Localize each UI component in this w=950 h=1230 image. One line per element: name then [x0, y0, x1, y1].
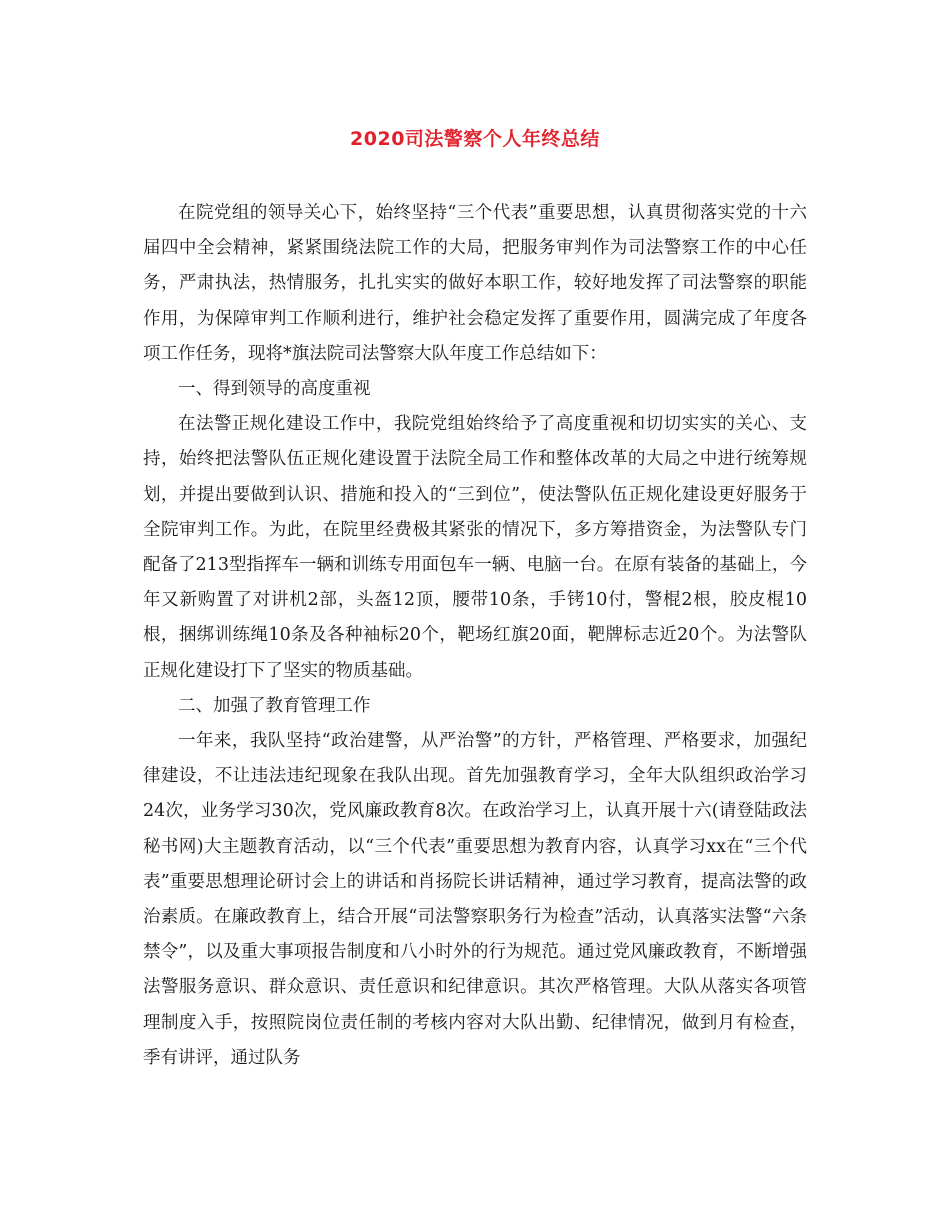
paragraph-section-2: 一年来，我队坚持“政治建警，从严治警”的方针，严格管理、严格要求，加强纪律建设，不让违法违纪现象在我队出现。首先加强教育学习，全年大队组织政治学习24次，业务学习30次，党风廉政教育8次。在政治学习上，认真开展十六(请登陆政法秘书网)大主题教育活动，以“三个代表”重要思想为教育内容，认真学习xx在“三个代表”重要思想理论研讨会上的讲话和肖扬院长讲话精神，通过学习教育，提高法警的政治素质。在廉政教育上，结合开展“司法警察职务行为检查”活动，认真落实法警“六条禁令”，以及重大事项报告制度和八小时外的行为规范。通过党风廉政教育，不断增强法警服务意识、群众意识、责任意识和纪律意识。其次严格管理。大队从落实各项管理制度入手，按照院岗位责任制的考核内容对大队出勤、纪律情况，做到月有检查，季有讲评，通过队务: [143, 731, 807, 1068]
paragraph-intro: 在院党组的领导关心下，始终坚持“三个代表”重要思想，认真贯彻落实党的十六届四中全会精神，紧紧围绕法院工作的大局，把服务审判作为司法警察工作的中心任务，严肃执法，热情服务，扎扎实实的做好本职工作，较好地发挥了司法警察的职能作用，为保障审判工作顺利进行，维护社会稳定发挥了重要作用，圆满完成了年度各项工作任务，现将*旗法院司法警察大队年度工作总结如下：: [143, 203, 807, 364]
section-heading-1: 一、得到领导的高度重视: [178, 379, 371, 400]
paragraph-section-1: 在法警正规化建设工作中，我院党组始终给予了高度重视和切切实实的关心、支持，始终把法警队伍正规化建设置于法院全局工作和整体改革的大局之中进行统筹规划，并提出要做到认识、措施和投入的“三到位”，使法警队伍正规化建设更好服务于全院审判工作。为此，在院里经费极其紧张的情况下，多方筹措资金，为法警队专门配备了213型指挥车一辆和训练专用面包车一辆、电脑一台。在原有装备的基础上，今年又新购置了对讲机2部，头盔12顶，腰带10条，手铐10付，警棍2根，胶皮棍10根，捆绑训练绳10条及各种袖标20个，靶场红旗20面，靶牌标志近20个。为法警队正规化建设打下了坚实的物质基础。: [143, 414, 807, 681]
document-body: [143, 196, 807, 1076]
section-heading-2: 二、加强了教育管理工作: [178, 695, 371, 716]
document-title: 2020司法警察个人年终总结: [350, 128, 600, 150]
